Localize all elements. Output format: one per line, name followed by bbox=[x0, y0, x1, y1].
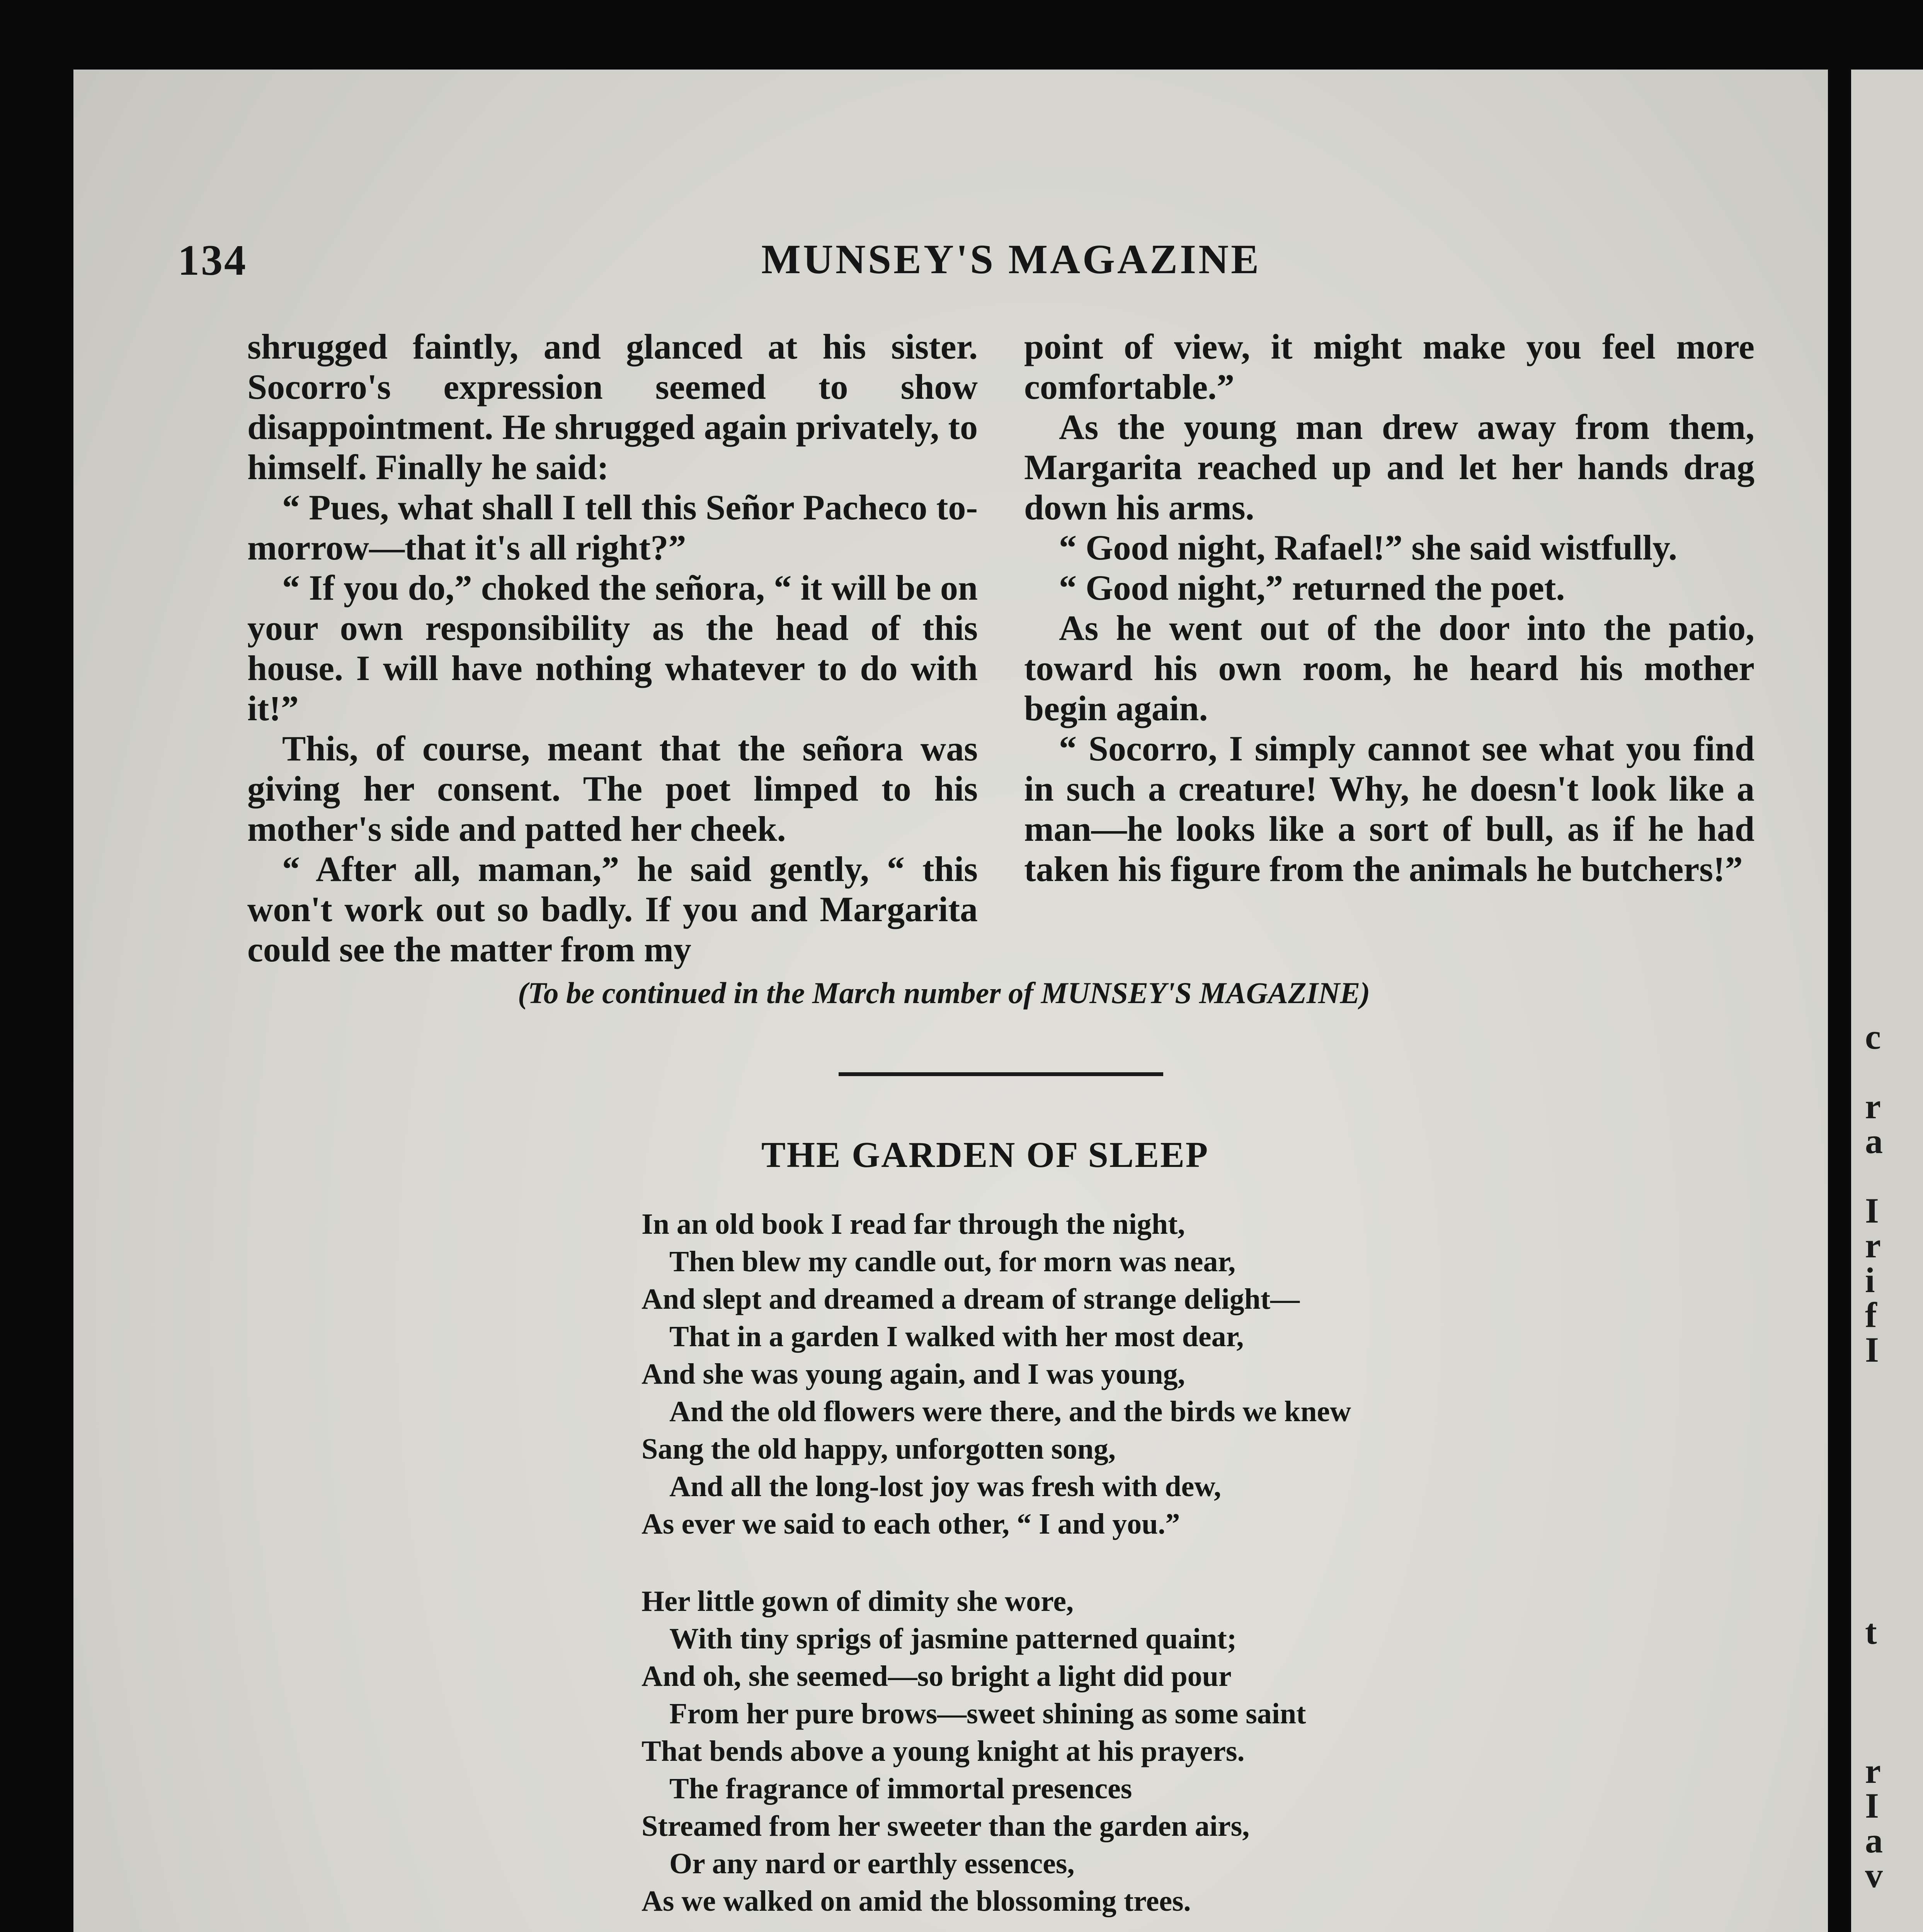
adjacent-page-fragment: c bbox=[1865, 1017, 1881, 1056]
paragraph: As the young man drew away from them, Margarita reached up and let her hands drag down his arms. bbox=[1024, 407, 1755, 527]
adjacent-page-fragment: a bbox=[1865, 1121, 1883, 1161]
paragraph: “ Good night,” returned the poet. bbox=[1059, 568, 1565, 607]
poem-line: With tiny sprigs of jasmine patterned quaint; bbox=[669, 1622, 1237, 1655]
adjacent-page-fragment: a bbox=[1865, 1821, 1883, 1860]
adjacent-page-fragment: r bbox=[1865, 1226, 1881, 1265]
paragraph: “ If you do,” choked the señora, “ it will be on your own responsibility as the head of this house. I will have nothing whatever to do with it!” bbox=[247, 568, 978, 728]
poem-line: That in a garden I walked with her most dear, bbox=[669, 1320, 1244, 1353]
adjacent-page-edge bbox=[1851, 70, 1923, 1932]
poem-line: From her pure brows—sweet shining as some saint bbox=[669, 1697, 1306, 1730]
adjacent-page-fragment: I bbox=[1865, 1786, 1879, 1825]
poem-line: Or any nard or earthly essences, bbox=[669, 1847, 1075, 1880]
poem-line: The fragrance of immortal presences bbox=[669, 1772, 1132, 1805]
adjacent-page-fragment: v bbox=[1865, 1855, 1883, 1895]
right-column bbox=[1024, 327, 1755, 889]
paragraph: “ After all, maman,” he said gently, “ this won't work out so badly. If you and Margarita could see the matter from my bbox=[247, 849, 978, 969]
poem-title: THE GARDEN OF SLEEP bbox=[761, 1135, 1209, 1175]
poem-line: And all the long-lost joy was fresh with dew, bbox=[669, 1470, 1221, 1503]
paragraph: point of view, it might make you feel more comfortable.” bbox=[1024, 327, 1755, 406]
paragraph: “ Socorro, I simply cannot see what you find in such a creature! Why, he doesn't look like a man—he looks like a sort of bull, as if he had taken his figure from the animals he butchers!” bbox=[1024, 729, 1755, 889]
adjacent-page-fragment: f bbox=[1865, 1295, 1877, 1335]
section-divider bbox=[839, 1072, 1163, 1076]
poem-line: As ever we said to each other, “ I and you.” bbox=[642, 1508, 1180, 1540]
poem-line: Her little gown of dimity she wore, bbox=[642, 1585, 1074, 1617]
paragraph: As he went out of the door into the patio, toward his own room, he heard his mother begin again. bbox=[1024, 608, 1755, 728]
poem-line: And the old flowers were there, and the birds we knew bbox=[669, 1395, 1351, 1428]
continued-note: (To be continued in the March number of MUNSEY'S MAGAZINE) bbox=[518, 976, 1370, 1010]
adjacent-page-fragment: i bbox=[1865, 1260, 1875, 1300]
adjacent-page-fragment: r bbox=[1865, 1087, 1881, 1126]
left-column bbox=[247, 327, 978, 969]
poem-line: Streamed from her sweeter than the garden airs, bbox=[642, 1810, 1250, 1842]
poem-line: And oh, she seemed—so bright a light did pour bbox=[642, 1660, 1232, 1692]
poem-line: Then blew my candle out, for morn was near, bbox=[669, 1245, 1236, 1278]
poem-line: As we walked on amid the blossoming trees. bbox=[642, 1885, 1191, 1917]
poem-line: And she was young again, and I was young, bbox=[642, 1358, 1185, 1390]
adjacent-page-fragment: t bbox=[1865, 1612, 1877, 1651]
poem-stanza bbox=[642, 1583, 1685, 1920]
adjacent-page-fragment: r bbox=[1865, 1751, 1881, 1791]
running-header: MUNSEY'S MAGAZINE bbox=[761, 236, 1261, 282]
poem-line: And slept and dreamed a dream of strange delight— bbox=[642, 1283, 1300, 1315]
paragraph: “ Good night, Rafael!” she said wistfully. bbox=[1059, 528, 1677, 567]
poem-line: That bends above a young knight at his prayers. bbox=[642, 1735, 1245, 1767]
paragraph: shrugged faintly, and glanced at his sister. Socorro's expression seemed to show disappointment. He shrugged again privately, to himself. Finally he said: bbox=[247, 327, 978, 487]
poem-line: In an old book I read far through the night, bbox=[642, 1208, 1185, 1240]
paragraph: “ Pues, what shall I tell this Señor Pacheco to-morrow—that it's all right?” bbox=[247, 488, 978, 567]
adjacent-page-fragment: I bbox=[1865, 1191, 1879, 1230]
poem-stanza bbox=[642, 1206, 1685, 1543]
poem-body bbox=[642, 1206, 1685, 1932]
paragraph: This, of course, meant that the señora was giving her consent. The poet limped to his mother's side and patted her cheek. bbox=[247, 729, 978, 849]
adjacent-page-fragment: I bbox=[1865, 1330, 1879, 1369]
page-number: 134 bbox=[178, 236, 247, 284]
poem-line: Sang the old happy, unforgotten song, bbox=[642, 1433, 1116, 1465]
